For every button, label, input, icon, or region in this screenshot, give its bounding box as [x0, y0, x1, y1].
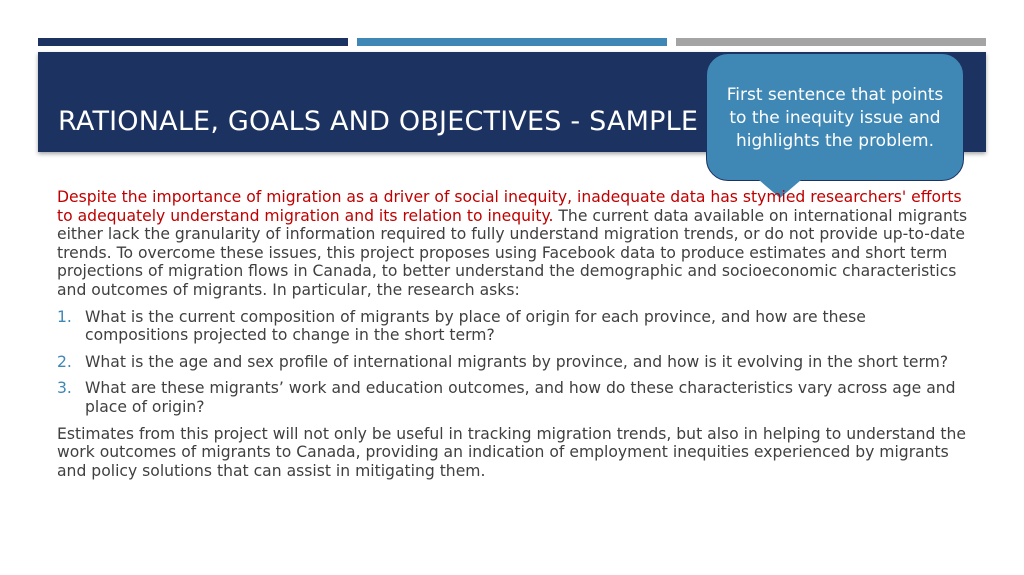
accent-bar-navy [38, 38, 348, 46]
question-text: What is the age and sex profile of international migrants by province, and how is it evolving in the short term? [85, 352, 949, 371]
callout-text: First sentence that points to the inequity issue and highlights the problem. [726, 85, 944, 151]
slide-body [57, 188, 972, 480]
callout-box [706, 53, 964, 181]
accent-bar-blue [357, 38, 667, 46]
accent-bar-gray [676, 38, 986, 46]
intro-rest: The current data available on international migrants either lack the granularity of information required to fully understand migration trends, or do not provide up-to-date trends. To overcome these issues, this project proposes using Facebook data to produce estimates and short term projections of migration flows in Canada, to better understand the demographic and socioeconomic characteristics and outcomes of migrants. In particular, the research asks: [57, 206, 968, 299]
list-item [57, 353, 972, 372]
question-text: What is the current composition of migrants by place of origin for each province, and how are these compositions projected to change in the short term? [85, 307, 866, 345]
slide-title: RATIONALE, GOALS AND OBJECTIVES - SAMPLE [58, 106, 699, 137]
list-number: 1. [57, 307, 72, 326]
intro-paragraph [57, 188, 972, 300]
research-questions-list [57, 308, 972, 417]
problem-statement: Despite the importance of migration as a driver of social inequity, inadequate data has stymied researchers' efforts to adequately understand migration and its relation to inequity. [57, 188, 962, 225]
question-text: What are these migrants’ work and education outcomes, and how do these characteristics vary across age and place of origin? [85, 379, 956, 416]
list-number: 3. [57, 379, 72, 398]
list-item [57, 379, 972, 416]
list-number: 2. [57, 352, 72, 371]
conclusion-paragraph: Estimates from this project will not only be useful in tracking migration trends, but also in helping to understand the work outcomes of migrants to Canada, providing an indication of employment inequities experienced by migrants and policy solutions that can assist in mitigating them. [57, 424, 967, 480]
list-item [57, 308, 972, 345]
